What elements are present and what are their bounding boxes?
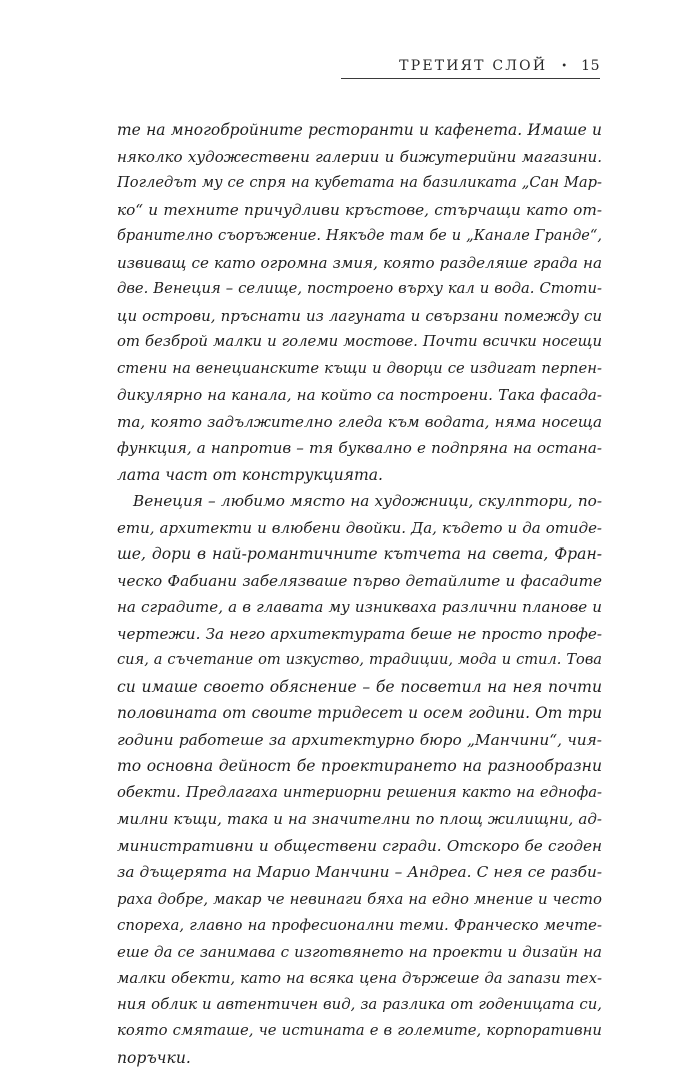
text-line: стени на венецианските къщи и дворци се издигат перпен- bbox=[117, 356, 602, 383]
page-number: 15 bbox=[581, 58, 600, 74]
text-line: сия, а съчетание от изкуство, традиции, мода и стил. Това bbox=[117, 647, 602, 674]
text-line: на сградите, а в главата му изникваха различни планове и bbox=[117, 594, 602, 621]
text-line: раха добре, макар че невинаги бяха на едно мнение и често bbox=[117, 886, 602, 913]
text-line: Венеция – любимо място на художници, скулптори, по- bbox=[117, 488, 602, 515]
text-line: години работеше за архитектурно бюро „Манчини“, чия- bbox=[117, 727, 602, 754]
text-line: извиващ се като огромна змия, която разделяше града на bbox=[117, 250, 602, 277]
running-title: ТРЕТИЯТ СЛОЙ bbox=[399, 58, 547, 74]
text-line: ше, дори в най-романтичните кътчета на света, Фран- bbox=[117, 541, 602, 568]
text-line: то основна дейност бе проектирането на разнообразни bbox=[117, 753, 602, 780]
text-line: ети, архитекти и влюбени двойки. Да, където и да отиде- bbox=[117, 515, 602, 542]
text-line: еше да се занимава с изготвянето на проекти и дизайн на bbox=[117, 939, 602, 966]
text-line: за дъщерята на Марио Манчини – Андреа. С нея се разби- bbox=[117, 859, 602, 886]
text-line: министративни и обществени сгради. Отскоро бе сгоден bbox=[117, 833, 602, 860]
text-line: дикулярно на канала, на който са построени. Така фасада- bbox=[117, 382, 602, 409]
text-line: половината от своите тридесет и осем години. От три bbox=[117, 700, 602, 727]
header-rule bbox=[341, 78, 600, 79]
text-line: те на многобройните ресторанти и кафенета. Имаше и bbox=[117, 117, 602, 144]
text-line: бранително съоръжение. Някъде там бе и „Канале Гранде“, bbox=[117, 223, 602, 250]
paragraph bbox=[117, 117, 602, 488]
text-line: чертежи. За него архитектурата беше не просто профе- bbox=[117, 621, 602, 648]
text-line: две. Венеция – селище, построено върху кал и вода. Стоти- bbox=[117, 276, 602, 303]
text-line: спореха, главно на професионални теми. Франческо мечте- bbox=[117, 912, 602, 939]
text-line: която смяташе, че истината е в големите, корпоративни bbox=[117, 1018, 602, 1045]
text-line: лата част от конструкцията. bbox=[117, 462, 602, 489]
text-line: ния облик и автентичен вид, за разлика от годеницата си, bbox=[117, 992, 602, 1019]
text-line: та, която задължително гледа към водата, няма носеща bbox=[117, 409, 602, 436]
paragraph bbox=[117, 488, 602, 1071]
text-line: няколко художествени галерии и бижутерийни магазини. bbox=[117, 144, 602, 171]
text-line: малки обекти, като на всяка цена държеше да запази тех- bbox=[117, 965, 602, 992]
body-text bbox=[117, 117, 602, 1071]
text-line: обекти. Предлагаха интериорни решения както на еднофа- bbox=[117, 780, 602, 807]
text-line: ци острови, пръснати из лагуната и свързани помежду си bbox=[117, 303, 602, 330]
header-separator: • bbox=[561, 61, 567, 72]
text-line: от безброй малки и големи мостове. Почти всички носещи bbox=[117, 329, 602, 356]
text-line: Погледът му се спря на кубетата на базиликата „Сан Мар- bbox=[117, 170, 602, 197]
text-line: милни къщи, така и на значителни по площ жилищни, ад- bbox=[117, 806, 602, 833]
text-line: поръчки. bbox=[117, 1045, 602, 1071]
running-header bbox=[399, 55, 600, 77]
text-line: ческо Фабиани забелязваше първо детайлите и фасадите bbox=[117, 568, 602, 595]
text-line: функция, а напротив – тя буквално е подпряна на остана- bbox=[117, 435, 602, 462]
text-line: ко“ и техните причудливи кръстове, стърчащи като от- bbox=[117, 197, 602, 224]
text-line: си имаше своето обяснение – бе посветил на нея почти bbox=[117, 674, 602, 701]
